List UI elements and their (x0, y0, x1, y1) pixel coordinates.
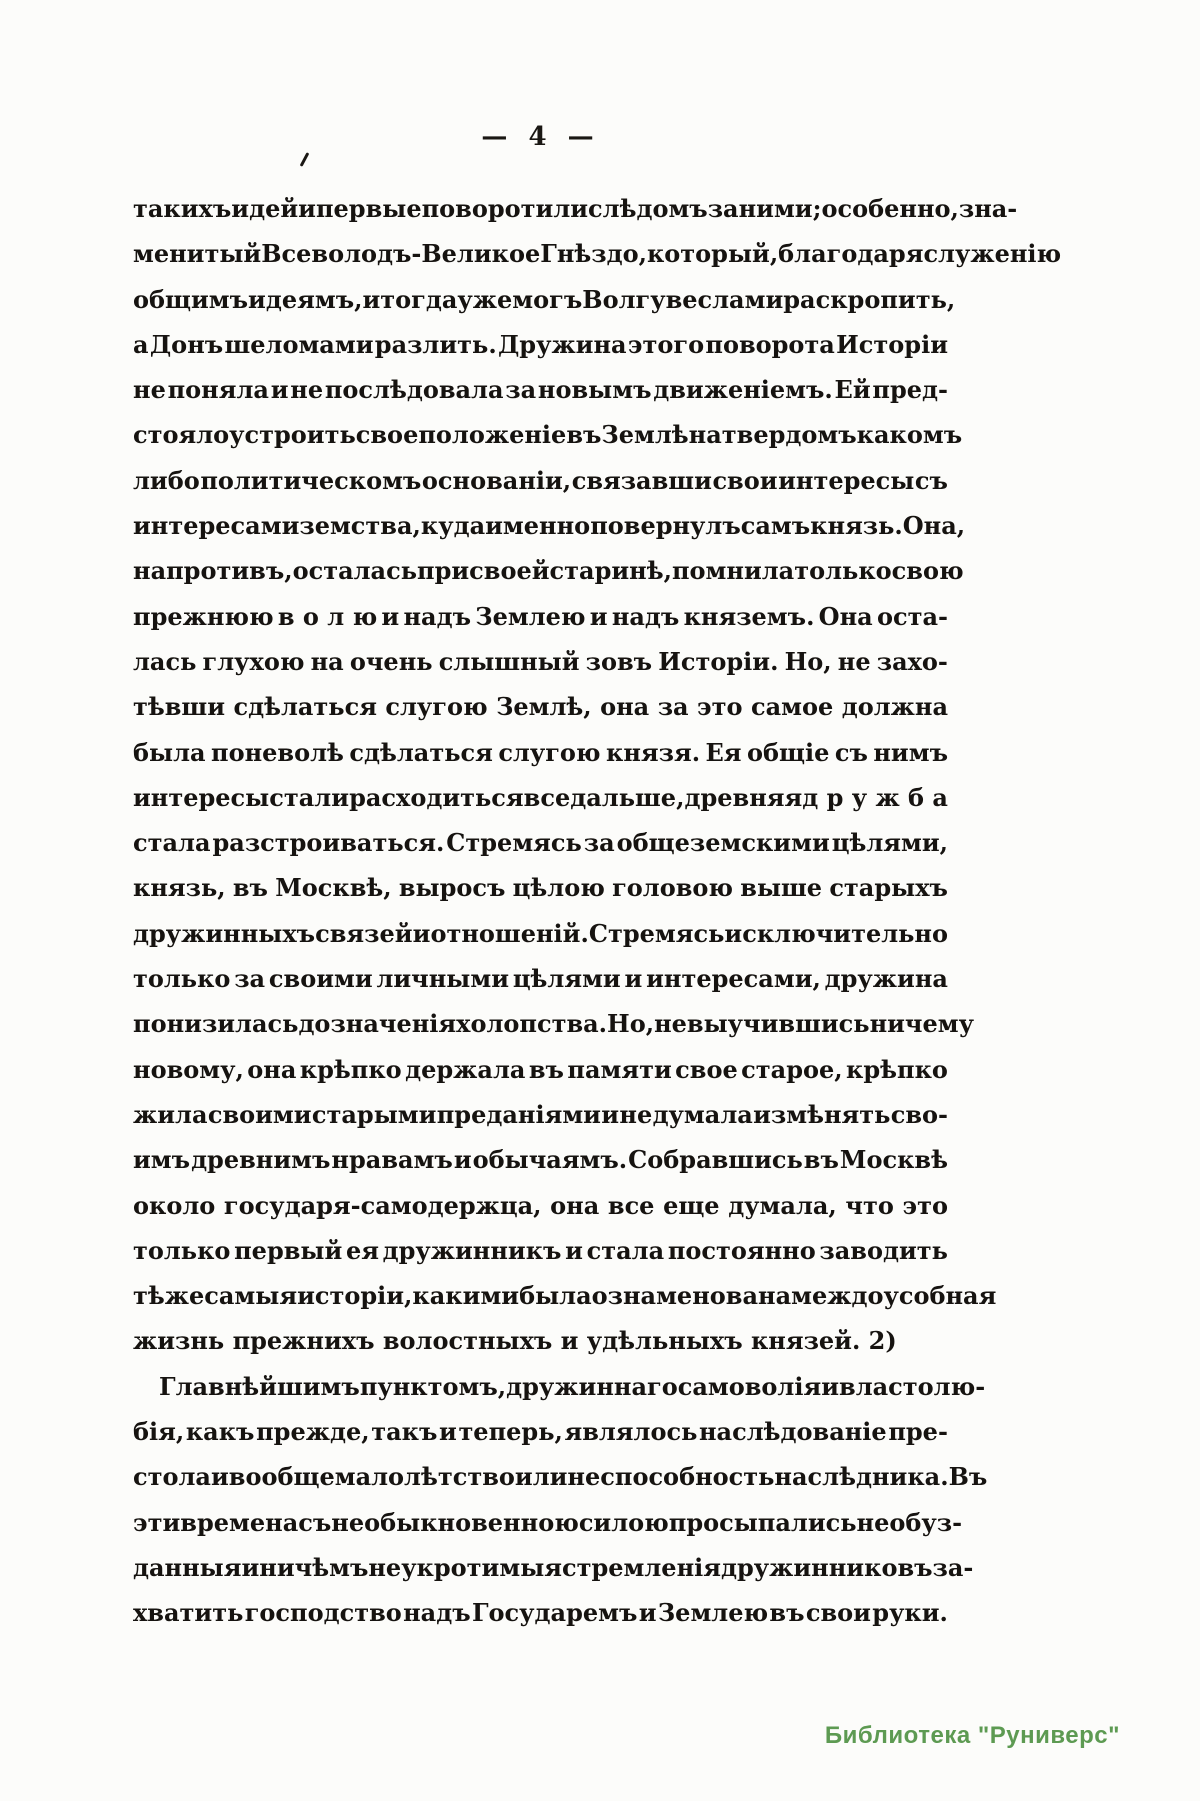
text-line: новому, она крѣпко держала въ памяти свое старое, крѣпко (133, 1054, 948, 1084)
text-line: бія, какъ прежде, такъ и теперь, являлось наслѣдованіе пре- (133, 1417, 948, 1447)
text-line: стояло устроить свое положеніе въ Землѣ на твердомъ какомъ (133, 420, 963, 450)
paragraph (133, 1364, 988, 1636)
text-line: такихъ идей и первые поворотили слѣдомъ за ними; особенно, зна- (133, 194, 1018, 223)
text-line: стала разстроиваться. Стремясь за общеземскими цѣлями, (133, 828, 948, 858)
text-line: имъ древнимъ нравамъ и обычаямъ. Собравшись въ Москвѣ (133, 1145, 948, 1175)
text-line: интересами земства, куда именно повернулъ самъ князь. Она, (133, 511, 966, 541)
text-line: прежнюю в о л ю и надъ Землею и надъ княземъ. Она оста- (133, 601, 948, 631)
page-number: — 4 — (481, 122, 600, 152)
text-line: понизилась до значенія холопства. Но, не выучившись ничему (133, 1009, 974, 1039)
text-line: тѣвши сдѣлаться слугою Землѣ, она за это самое должна (133, 692, 948, 722)
text-line: тѣже самыя исторіи, какими была ознаменована междоусобная (133, 1281, 997, 1311)
text-line: общимъ идеямъ, и тогда уже могъ Волгу веслами раскропить, (133, 284, 956, 314)
text-line: жила своими старыми преданіями и не думала измѣнять сво- (133, 1099, 948, 1129)
paragraph (133, 186, 1062, 1364)
text-line: жизнь прежнихъ волостныхъ и удѣльныхъ князей. 2) (133, 1326, 897, 1356)
text-line: данныя и ничѣмъ неукротимыя стремленія дружинниковъ за- (133, 1552, 974, 1582)
text-line: князь, въ Москвѣ, выросъ цѣлою головою выше старыхъ (133, 873, 948, 903)
text-line: а Донъ шеломами разлить. Дружина этого поворота Исторіи (133, 329, 948, 359)
text-line: была поневолѣ сдѣлаться слугою князя. Ея общіе съ нимъ (133, 737, 948, 767)
ink-speck (300, 152, 310, 167)
text-line: стола и вообще малолѣтство или неспособность наслѣдника. Въ (133, 1462, 988, 1492)
text-line: менитый Всеволодъ-Великое Гнѣздо, который, благодаря служенію (133, 239, 1062, 269)
library-watermark: Библиотека "Руниверс" (824, 1722, 1120, 1749)
text-line: либо политическомъ основаніи, связавши свои интересы съ (133, 465, 948, 495)
text-line: интересы стали расходиться все дальше, древняя д р у ж б а (133, 782, 948, 812)
text-line: около государя-самодержца, она все еще думала, что это (133, 1190, 948, 1220)
text-line: хватить господство надъ Государемъ и Землею въ свои руки. (133, 1598, 948, 1628)
text-line: Главнѣйшимъ пунктомъ, дружиннаго самоволія и властолю- (159, 1371, 986, 1401)
text-block (133, 186, 1062, 1636)
text-line: лась глухою на очень слышный зовъ Исторіи. Но, не захо- (133, 646, 948, 676)
text-line: не поняла и не послѣдовала за новымъ движеніемъ. Ей пред- (133, 375, 948, 405)
text-line: только первый ея дружинникъ и стала постоянно заводить (133, 1235, 948, 1265)
text-line: дружинныхъ связей и отношеній. Стремясь исключительно (133, 918, 948, 948)
text-line: только за своими личными цѣлями и интересами, дружина (133, 964, 948, 994)
text-line: эти времена съ необыкновенною силою просыпались необуз- (133, 1507, 963, 1537)
text-line: напротивъ, осталась при своей старинѣ, помнила только свою (133, 556, 964, 586)
